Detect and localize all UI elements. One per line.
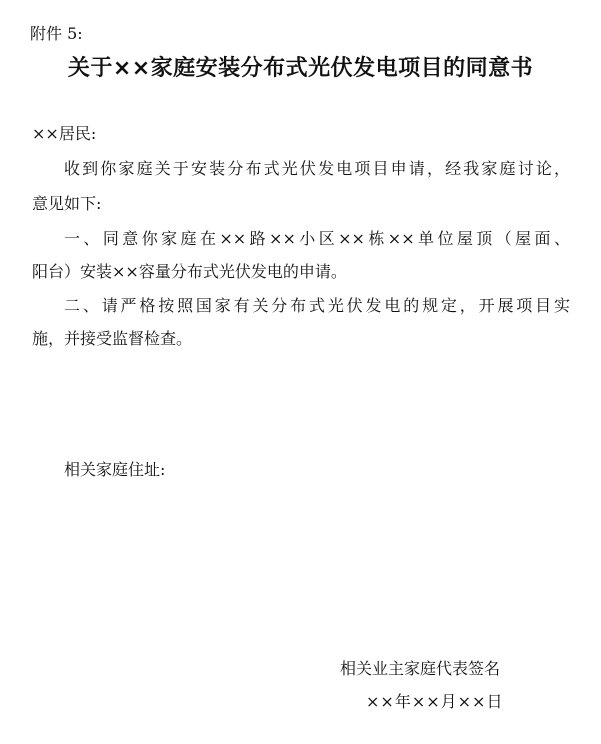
item2-line2: 施，并接受监督检查。 <box>32 329 193 348</box>
item1-line2: 阳台）安装××容量分布式光伏发电的申请。 <box>32 262 347 281</box>
attachment-label: 附件 5: <box>30 24 83 43</box>
address-label: 相关家庭住址: <box>64 460 166 479</box>
item1-line1: 一、同意你家庭在××路××小区××栋××单位屋顶（屋面、 <box>64 229 570 248</box>
item2-line1: 二、请严格按照国家有关分布式光伏发电的规定，开展项目实 <box>64 296 570 315</box>
date-line: ××年××月××日 <box>366 692 504 711</box>
paragraph1-line1: 收到你家庭关于安装分布式光伏发电项目申请，经我家庭讨论， <box>64 159 570 178</box>
signature-label: 相关业主家庭代表签名 <box>340 659 501 678</box>
document-title: 关于××家庭安装分布式光伏发电项目的同意书 <box>67 56 534 81</box>
paragraph1-line2: 意见如下: <box>32 194 102 213</box>
salutation: ××居民: <box>32 124 97 143</box>
